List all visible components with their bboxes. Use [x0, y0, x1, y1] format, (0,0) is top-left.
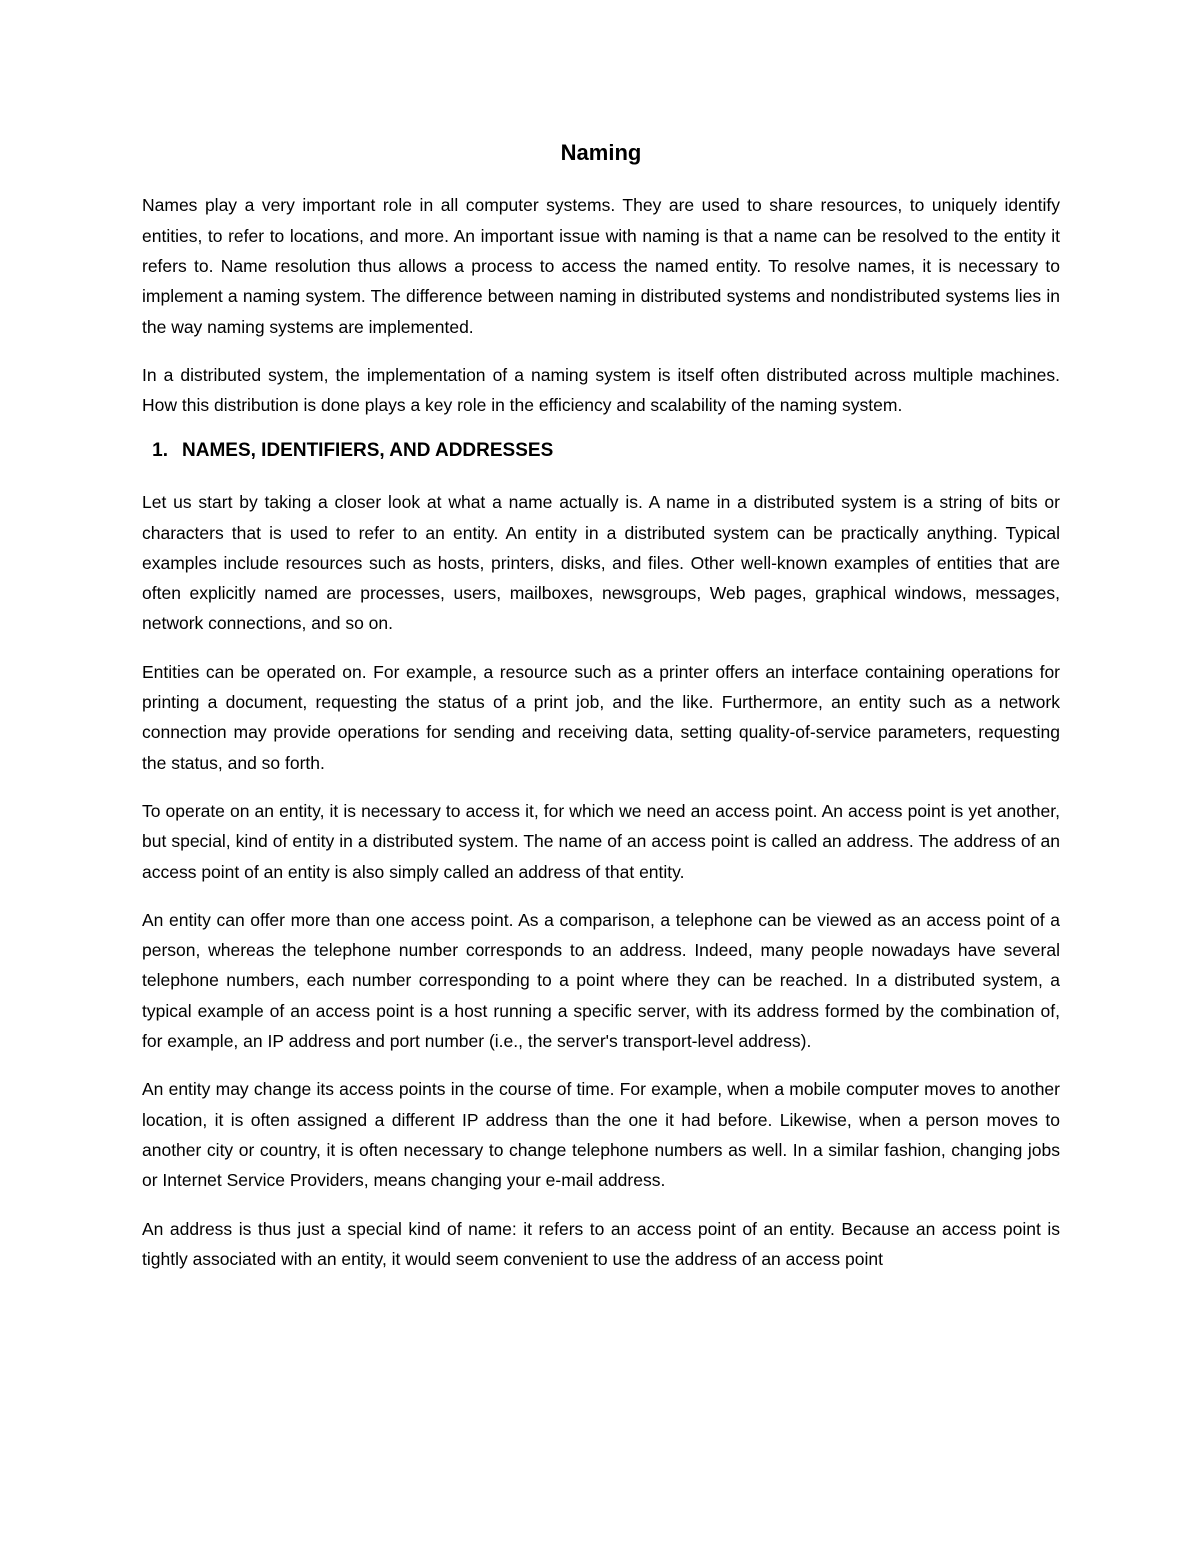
paragraph-section-6: An address is thus just a special kind of name: it refers to an access point of an entity. Because an access point is tightly associated with an entity, it would seem convenient to use the address of an access point — [142, 1218, 1060, 1269]
section-heading-text: NAMES, IDENTIFIERS, AND ADDRESSES — [182, 440, 554, 462]
paragraph-section-2: Entities can be operated on. For example, a resource such as a printer offers an interface containing operations for printing a document, requesting the status of a print job, and the like. Furthermore, an entity such as a network connection may provide operations for sending and receiving data, setting quality-of-service parameters, requesting the status, and so forth. — [142, 661, 1060, 773]
paragraph-section-5: An entity may change its access points in the course of time. For example, when a mobile computer moves to another location, it is often assigned a different IP address than the one it had before. Likewise, when a person moves to another city or country, it is often necessary to change telephone numbers as well. In a similar fashion, changing jobs or Internet Service Providers, means changing your e-mail address. — [142, 1079, 1060, 1191]
page-title: Naming — [560, 140, 642, 165]
paragraph-section-3: To operate on an entity, it is necessary to access it, for which we need an access point. An access point is yet another, but special, kind of entity in a distributed system. The name of an access point is called an address. The address of an access point of an entity is also simply called an address of that entity. — [142, 800, 1060, 882]
paragraph-section-1: Let us start by taking a closer look at what a name actually is. A name in a distributed system is a string of bits or characters that is used to refer to an entity. An entity in a distributed system can be practically anything. Typical examples include resources such as hosts, printers, disks, and files. Other well-known examples of entities that are often explicitly named are processes, users, mailboxes, newsgroups, Web pages, graphical windows, messages, network connections, and so on. — [142, 492, 1060, 634]
section-heading — [142, 440, 1060, 463]
paragraph-intro-2: In a distributed system, the implementation of a naming system is itself often distributed across multiple machines. How this distribution is done plays a key role in the efficiency and scalability of the naming system. — [142, 364, 1060, 416]
section-number: 1. — [152, 440, 168, 462]
paragraph-intro-1: Names play a very important role in all computer systems. They are used to share resources, to uniquely identify entities, to refer to locations, and more. An important issue with naming is that a name can be resolved to the entity it refers to. Name resolution thus allows a process to access the named entity. To resolve names, it is necessary to implement a naming system. The difference between naming in distributed systems and nondistributed systems lies in the way naming systems are implemented. — [142, 195, 1060, 337]
document-page — [142, 140, 1060, 1292]
paragraph-section-4: An entity can offer more than one access point. As a comparison, a telephone can be viewed as an access point of a person, whereas the telephone number corresponds to an address. Indeed, many people nowadays have several telephone numbers, each number corresponding to a point where they can be reached. In a distributed system, a typical example of an access point is a host running a specific server, with its address formed by the combination of, for example, an IP address and port number (i.e., the server's transport-level address). — [142, 909, 1060, 1052]
